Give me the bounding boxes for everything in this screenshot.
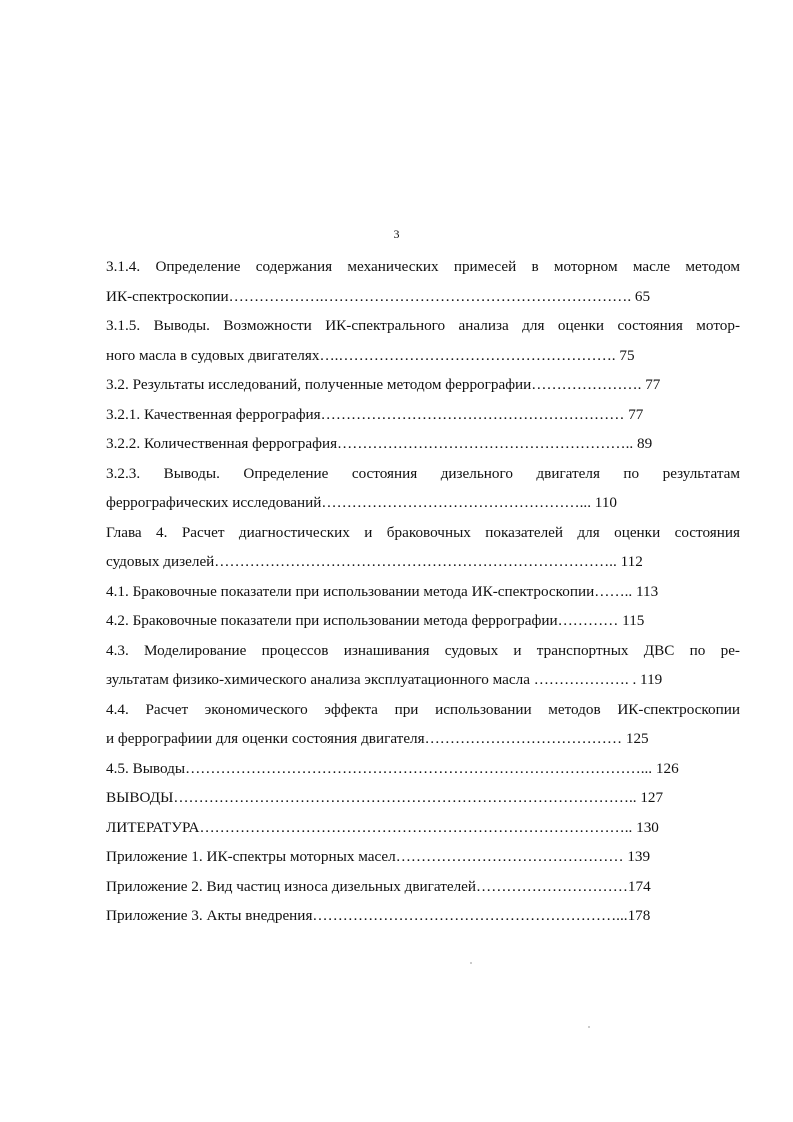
scan-speck [588,1026,590,1028]
toc-entry-appendix-2: Приложение 2. Вид частиц износа дизельных двигателей…………………………174 [106,877,651,895]
toc-entry-3-1-5-line-1: 3.1.5. Выводы. Возможности ИК-спектрального анализа для оценки состояния мотор- [106,317,740,334]
page-number: 3 [393,227,400,241]
toc-entry-3-1-5-line-2: ного масла в судовых двигателях….………………………………………………. 75 [106,346,635,364]
toc-entry-4-4-line-2: и феррографиии для оценки состояния двигателя………………………………… 125 [106,730,649,747]
toc-entry-4-3-line-1: 4.3. Моделирование процессов изнашивания судовых и транспортных ДВС по ре- [106,641,740,659]
toc-entry-4-5: 4.5. Выводы………………………………………………………………………………... 126 [106,759,679,777]
toc-entry-3-2-3-line-1: 3.2.3. Выводы. Определение состояния дизельного двигателя по результатам [106,464,740,482]
toc-entry-literature: ЛИТЕРАТУРА………………………………………………………………………….. 130 [106,818,659,836]
toc-entry-3-1-4-line-1: 3.1.4. Определение содержания механических примесей в моторном масле методом [106,258,740,275]
toc-entry-chapter-4-line-1: Глава 4. Расчет диагностических и браковочных показателей для оценки состояния [106,523,740,541]
toc-entry-4-3-line-2: зультатам физико-химического анализа эксплуатационного масла ………………. . 119 [106,671,663,688]
toc-entry-3-2-2: 3.2.2. Количественная феррография………………………………………………….. 89 [106,435,653,452]
toc-entry-appendix-1: Приложение 1. ИК-спектры моторных масел……………………………………… 139 [106,848,651,865]
scan-speck [470,962,472,964]
table-of-contents [106,252,740,931]
toc-entry-appendix-3: Приложение 3. Акты внедрения……………………………………………………...178 [106,907,651,924]
toc-entry-chapter-4-line-2: судовых дизелей…………………………………………………………………….. 112 [106,553,643,570]
toc-entry-3-2-1: 3.2.1. Качественная феррография…………………………………………………… 77 [106,405,644,423]
toc-entry-conclusions: ВЫВОДЫ……………………………………………………………………………….. 127 [106,789,664,806]
toc-entry-4-1: 4.1. Браковочные показатели при использовании метода ИК-спектроскопии…….. 113 [106,582,659,600]
toc-entry-3-1-4-line-2: ИК-спектроскопии……………….……………………………………………………. 65 [106,287,651,305]
toc-entry-3-2: 3.2. Результаты исследований, полученные методом феррографии…………………. 77 [106,376,661,393]
toc-entry-3-2-3-line-2: феррографических исследований……………………………………………... 110 [106,494,618,511]
toc-entry-4-2: 4.2. Браковочные показатели при использовании метода феррографии………… 115 [106,612,645,629]
toc-entry-4-4-line-1: 4.4. Расчет экономического эффекта при использовании методов ИК-спектроскопии [106,700,740,718]
